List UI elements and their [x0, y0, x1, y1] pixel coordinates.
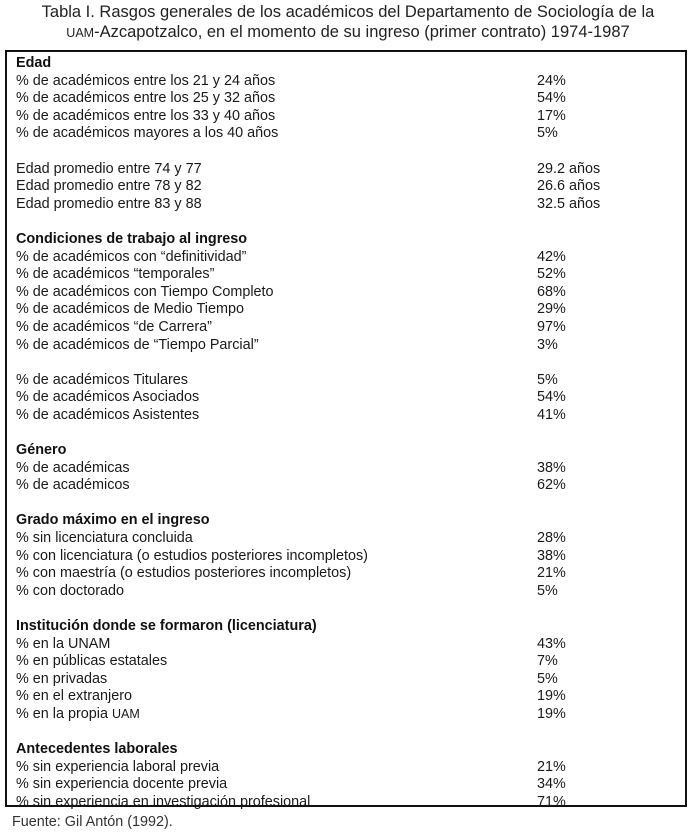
row-label: % sin experiencia docente previa [16, 776, 228, 793]
table-row [16, 301, 685, 319]
row-value: 32.5 años [537, 195, 601, 212]
row-label: % de académicas [16, 459, 130, 476]
row-label: % de académicos Titulares [16, 371, 188, 388]
row-label: % de académicos entre los 21 y 24 años [16, 72, 276, 89]
table-title-line-1: Tabla I. Rasgos generales de los académicos del Departamento de Sociología de la [41, 3, 655, 21]
row-label: % de académicos con “definitividad” [16, 248, 247, 265]
uam-acronym: UAM [66, 26, 95, 40]
row-label: % sin experiencia laboral previa [16, 758, 220, 775]
row-label: Edad promedio entre 74 y 77 [16, 160, 202, 177]
table-row [16, 636, 685, 654]
row-value: 19% [537, 688, 566, 705]
row-value: 38% [537, 547, 566, 564]
table-title [0, 2, 696, 43]
table-row [16, 688, 685, 706]
row-label: % de académicos con Tiempo Completo [16, 283, 274, 300]
row-label: Edad promedio entre 78 y 82 [16, 178, 202, 195]
row-label: % sin experiencia en investigación profesional [16, 793, 311, 810]
row-value: 29.2 años [537, 160, 601, 177]
row-value: 3% [537, 336, 558, 353]
row-value: 5% [537, 125, 558, 142]
table-row [16, 653, 685, 671]
row-label: % de académicos de “Tiempo Parcial” [16, 336, 259, 353]
row-value: 28% [537, 530, 566, 547]
section-spacer [16, 495, 685, 513]
section-heading [16, 442, 685, 460]
table-row [16, 266, 685, 284]
section-heading [16, 512, 685, 530]
row-value: 5% [537, 371, 558, 388]
table-row [16, 73, 685, 91]
table-row [16, 178, 685, 196]
section-heading [16, 741, 685, 759]
row-label: % en la propia UAM [16, 705, 140, 722]
source-note: Fuente: Gil Antón (1992). [12, 814, 173, 830]
table-row [16, 548, 685, 566]
table-row [16, 389, 685, 407]
table-row [16, 460, 685, 478]
section-spacer [16, 213, 685, 231]
section-heading-label: Antecedentes laborales [16, 741, 178, 758]
section-spacer [16, 600, 685, 618]
table-row [16, 249, 685, 267]
section-heading-label: Condiciones de trabajo al ingreso [16, 230, 248, 247]
table-row [16, 671, 685, 689]
table-row [16, 776, 685, 794]
row-label: % en públicas estatales [16, 653, 168, 670]
row-value: 42% [537, 248, 566, 265]
row-label: % de académicos “de Carrera” [16, 318, 212, 335]
row-label: % de académicos [16, 477, 130, 494]
row-value: 43% [537, 635, 566, 652]
section-heading [16, 55, 685, 73]
row-value: 5% [537, 670, 558, 687]
row-value: 97% [537, 318, 566, 335]
section-spacer [16, 424, 685, 442]
table-row [16, 794, 685, 812]
table-row [16, 284, 685, 302]
row-label: Edad promedio entre 83 y 88 [16, 195, 202, 212]
row-label: % en la UNAM [16, 635, 111, 652]
section-heading-label: Grado máximo en el ingreso [16, 512, 210, 529]
row-label: % de académicos Asistentes [16, 406, 200, 423]
row-value: 21% [537, 758, 566, 775]
row-label: % con maestría (o estudios posteriores incompletos) [16, 565, 352, 582]
row-spacer [16, 143, 685, 161]
table-row [16, 372, 685, 390]
row-value: 19% [537, 705, 566, 722]
row-value: 34% [537, 776, 566, 793]
row-value: 21% [537, 565, 566, 582]
row-label: % sin licenciatura concluida [16, 530, 193, 547]
table-row [16, 583, 685, 601]
data-table [5, 50, 687, 810]
row-label: % con doctorado [16, 582, 125, 599]
table-row [16, 196, 685, 214]
section-heading-label: Edad [16, 55, 52, 71]
table-rows [16, 55, 685, 812]
section-heading-label: Género [16, 442, 67, 459]
row-value: 68% [537, 283, 566, 300]
table-row [16, 125, 685, 143]
table-row [16, 108, 685, 126]
table-row [16, 477, 685, 495]
table-row [16, 565, 685, 583]
row-value: 5% [537, 582, 558, 599]
row-label: % con licenciatura (o estudios posteriores incompletos) [16, 547, 368, 564]
section-heading [16, 231, 685, 249]
row-value: 41% [537, 406, 566, 423]
uam-acronym: UAM [112, 706, 140, 721]
row-value: 24% [537, 72, 566, 89]
table-row [16, 90, 685, 108]
row-value: 54% [537, 389, 566, 406]
row-label: % de académicos entre los 33 y 40 años [16, 107, 276, 124]
row-value: 17% [537, 107, 566, 124]
table-row [16, 319, 685, 337]
row-label: % de académicos de Medio Tiempo [16, 301, 244, 318]
row-value: 54% [537, 90, 566, 107]
row-label: % en privadas [16, 670, 108, 687]
row-value: 71% [537, 793, 566, 810]
row-value: 7% [537, 653, 558, 670]
section-spacer [16, 724, 685, 742]
table-title-line-2: UAM-Azcapotzalco, en el momento de su ingreso (primer contrato) 1974-1987 [66, 23, 630, 41]
section-heading [16, 618, 685, 636]
table-row [16, 759, 685, 777]
table-row [16, 161, 685, 179]
row-value: 52% [537, 266, 566, 283]
row-label: % de académicos Asociados [16, 389, 200, 406]
row-label: % de académicos mayores a los 40 años [16, 125, 279, 142]
table-row [16, 530, 685, 548]
row-value: 38% [537, 459, 566, 476]
row-label: % de académicos “temporales” [16, 266, 215, 283]
row-label: % en el extranjero [16, 688, 132, 705]
table-row [16, 337, 685, 355]
table-row [16, 407, 685, 425]
row-label: % de académicos entre los 25 y 32 años [16, 90, 276, 107]
row-spacer [16, 354, 685, 372]
table-row [16, 706, 685, 724]
row-value: 26.6 años [537, 178, 601, 195]
row-value: 62% [537, 477, 566, 494]
section-heading-label: Institución donde se formaron (licenciatura) [16, 618, 317, 634]
row-value: 29% [537, 301, 566, 318]
